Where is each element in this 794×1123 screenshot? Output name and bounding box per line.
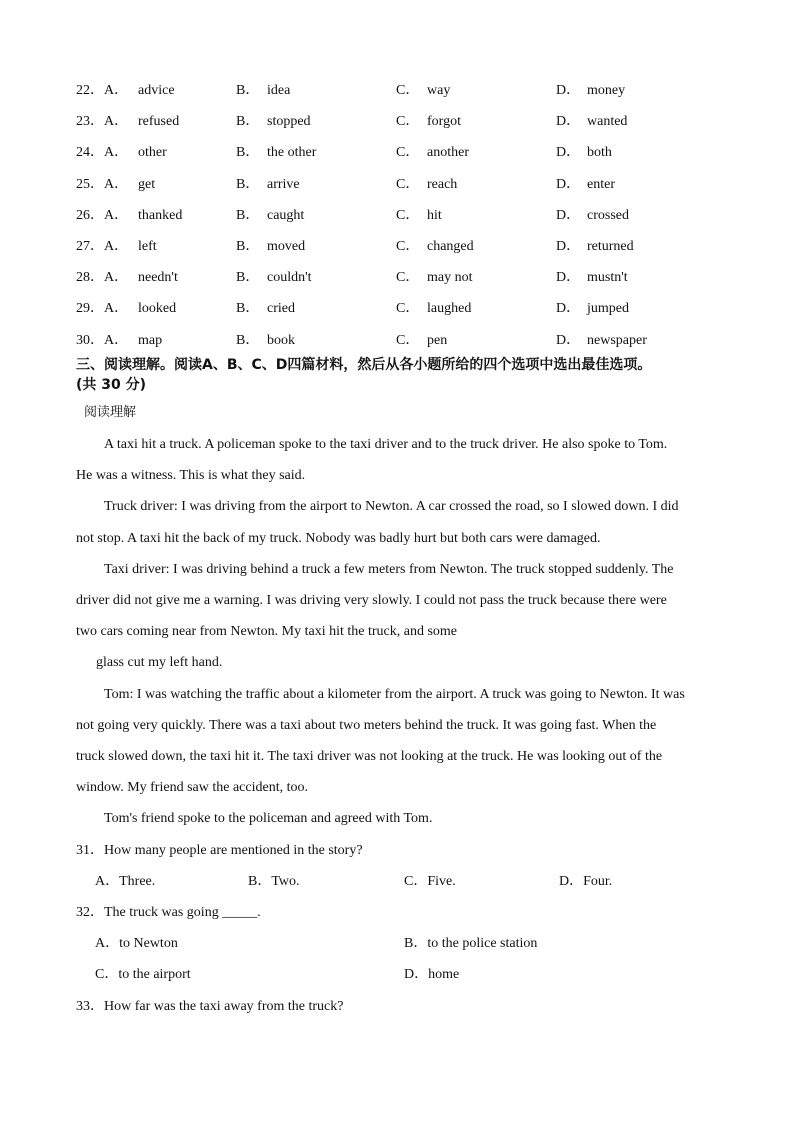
option-d[interactable]: D．Four.	[559, 874, 613, 889]
option-b-letter[interactable]: B．	[236, 301, 260, 317]
option-d-letter[interactable]: D．	[556, 145, 581, 161]
option-c[interactable]: C．Five.	[404, 874, 456, 889]
question-number: 30．	[76, 332, 104, 348]
choice-row	[0, 175, 794, 195]
passage-line: window. My friend saw the accident, too.	[76, 780, 308, 795]
option-c-letter[interactable]: C．	[396, 176, 420, 192]
option-d-letter[interactable]: D．	[556, 114, 581, 130]
option-d-letter[interactable]: D．	[556, 270, 581, 286]
option-c-letter[interactable]: C．	[396, 114, 420, 130]
option-c-letter[interactable]: C．	[396, 301, 420, 317]
section-heading-line2: (共 30 分)	[76, 377, 147, 393]
option-c-letter[interactable]: C．	[396, 207, 420, 223]
section-subheading: 阅读理解	[84, 405, 137, 420]
option-c-letter[interactable]: C．	[396, 332, 420, 348]
question-number: 22．	[76, 83, 104, 98]
option-a-text[interactable]: left	[138, 239, 157, 254]
option-c-text[interactable]: another	[427, 145, 469, 161]
option-b-letter[interactable]: B．	[236, 270, 260, 286]
option-b-letter[interactable]: B．	[236, 176, 260, 192]
choice-row	[0, 81, 794, 101]
question-stem: 31．How many people are mentioned in the story?	[76, 843, 363, 858]
option-b[interactable]: B．to the police station	[404, 936, 538, 951]
option-c-text[interactable]: pen	[427, 332, 448, 348]
option-a-letter[interactable]: A．	[104, 332, 129, 348]
option-c-text[interactable]: hit	[427, 207, 442, 223]
option-d-letter[interactable]: D．	[556, 207, 581, 223]
question-number: 23．	[76, 114, 104, 130]
choice-row	[0, 237, 794, 257]
option-a-letter[interactable]: A．	[104, 239, 129, 254]
option-b-letter[interactable]: B．	[236, 83, 260, 98]
choice-row	[0, 143, 794, 163]
option-a-text[interactable]: other	[138, 145, 167, 161]
option-b[interactable]: B．Two.	[248, 874, 300, 889]
passage-line: two cars coming near from Newton. My taxi hit the truck, and some	[76, 624, 458, 639]
option-d-text[interactable]: newspaper	[587, 332, 647, 348]
question-number: 29．	[76, 301, 104, 317]
option-d[interactable]: D．home	[404, 967, 460, 982]
option-b-letter[interactable]: B．	[236, 207, 260, 223]
option-a-letter[interactable]: A．	[104, 83, 129, 98]
option-a-text[interactable]: get	[138, 176, 156, 192]
question-stem: 32．The truck was going _____.	[76, 905, 261, 920]
option-d-text[interactable]: jumped	[587, 301, 629, 317]
option-c-letter[interactable]: C．	[396, 145, 420, 161]
option-c-text[interactable]: may not	[427, 270, 473, 286]
option-b-text[interactable]: couldn't	[267, 270, 312, 286]
option-a-letter[interactable]: A．	[104, 176, 129, 192]
question-number: 26．	[76, 207, 104, 223]
passage-line: driver did not give me a warning. I was driving very slowly. I could not pass the truck because there were	[76, 593, 667, 608]
option-b-text[interactable]: idea	[267, 83, 291, 98]
option-c[interactable]: C．to the airport	[95, 967, 191, 982]
choice-row	[0, 206, 794, 226]
option-a-letter[interactable]: A．	[104, 301, 129, 317]
option-a-text[interactable]: thanked	[138, 207, 183, 223]
choice-row	[0, 299, 794, 319]
option-b-text[interactable]: moved	[267, 239, 306, 254]
option-d-letter[interactable]: D．	[556, 83, 581, 98]
option-c-letter[interactable]: C．	[396, 270, 420, 286]
question-stem: 33．How far was the taxi away from the truck?	[76, 999, 344, 1014]
option-a-text[interactable]: map	[138, 332, 163, 348]
choice-row	[0, 331, 794, 351]
passage-line: glass cut my left hand.	[96, 655, 223, 670]
option-c-letter[interactable]: C．	[396, 83, 420, 98]
option-a-text[interactable]: refused	[138, 114, 180, 130]
option-a-letter[interactable]: A．	[104, 114, 129, 130]
option-a[interactable]: A．Three.	[95, 874, 156, 889]
passage-line: He was a witness. This is what they said.	[76, 468, 306, 483]
section-heading-line1: 三、阅读理解。阅读A、B、C、D四篇材料，然后从各小题所给的四个选项中选出最佳选项。	[76, 357, 652, 373]
passage-line: not going very quickly. There was a taxi about two meters behind the truck. It was going fast. When the	[76, 718, 657, 733]
passage-line: Taxi driver: I was driving behind a truck a few meters from Newton. The truck stopped suddenly. The	[104, 562, 674, 577]
choice-row	[0, 268, 794, 288]
passage-line: truck slowed down, the taxi hit it. The taxi driver was not looking at the truck. He was looking out of the	[76, 749, 663, 764]
option-c-text[interactable]: way	[427, 83, 451, 98]
option-d-text[interactable]: both	[587, 145, 612, 161]
option-d-text[interactable]: enter	[587, 176, 615, 192]
option-b-text[interactable]: book	[267, 332, 295, 348]
question-number: 25．	[76, 176, 104, 192]
option-b-letter[interactable]: B．	[236, 145, 260, 161]
passage-line: Truck driver: I was driving from the airport to Newton. A car crossed the road, so I slowed down. I did	[104, 499, 679, 514]
option-c-letter[interactable]: C．	[396, 239, 420, 254]
option-a-letter[interactable]: A．	[104, 270, 129, 286]
option-c-text[interactable]: laughed	[427, 301, 472, 317]
option-d-letter[interactable]: D．	[556, 332, 581, 348]
section-heading	[76, 355, 756, 395]
question-number: 27．	[76, 239, 104, 254]
passage-line: Tom's friend spoke to the policeman and agreed with Tom.	[104, 811, 433, 826]
passage-line: A taxi hit a truck. A policeman spoke to the taxi driver and to the truck driver. He also spoke to Tom.	[104, 437, 668, 452]
choice-row	[0, 112, 794, 132]
option-d-letter[interactable]: D．	[556, 176, 581, 192]
question-number: 24．	[76, 145, 104, 161]
option-a-letter[interactable]: A．	[104, 207, 129, 223]
option-a-text[interactable]: needn't	[138, 270, 178, 286]
passage-line: Tom: I was watching the traffic about a kilometer from the airport. A truck was going to Newton. It was	[104, 687, 685, 702]
option-a-letter[interactable]: A．	[104, 145, 129, 161]
question-number: 28．	[76, 270, 104, 286]
option-b-text[interactable]: arrive	[267, 176, 300, 192]
passage-line: not stop. A taxi hit the back of my truck. Nobody was badly hurt but both cars were damaged.	[76, 531, 601, 546]
option-b-text[interactable]: the other	[267, 145, 317, 161]
option-b-letter[interactable]: B．	[236, 114, 260, 130]
option-d-text[interactable]: crossed	[587, 207, 629, 223]
option-b-text[interactable]: cried	[267, 301, 295, 317]
option-c-text[interactable]: reach	[427, 176, 458, 192]
option-b-letter[interactable]: B．	[236, 239, 260, 254]
option-b-text[interactable]: stopped	[267, 114, 311, 130]
option-d-text[interactable]: money	[587, 83, 626, 98]
option-d-text[interactable]: returned	[587, 239, 634, 254]
option-d-letter[interactable]: D．	[556, 239, 581, 254]
option-d-letter[interactable]: D．	[556, 301, 581, 317]
option-c-text[interactable]: changed	[427, 239, 474, 254]
option-d-text[interactable]: mustn't	[587, 270, 628, 286]
option-a[interactable]: A．to Newton	[95, 936, 178, 951]
option-b-text[interactable]: caught	[267, 207, 305, 223]
option-d-text[interactable]: wanted	[587, 114, 628, 130]
option-a-text[interactable]: advice	[138, 83, 175, 98]
option-a-text[interactable]: looked	[138, 301, 177, 317]
option-c-text[interactable]: forgot	[427, 114, 461, 130]
option-b-letter[interactable]: B．	[236, 332, 260, 348]
